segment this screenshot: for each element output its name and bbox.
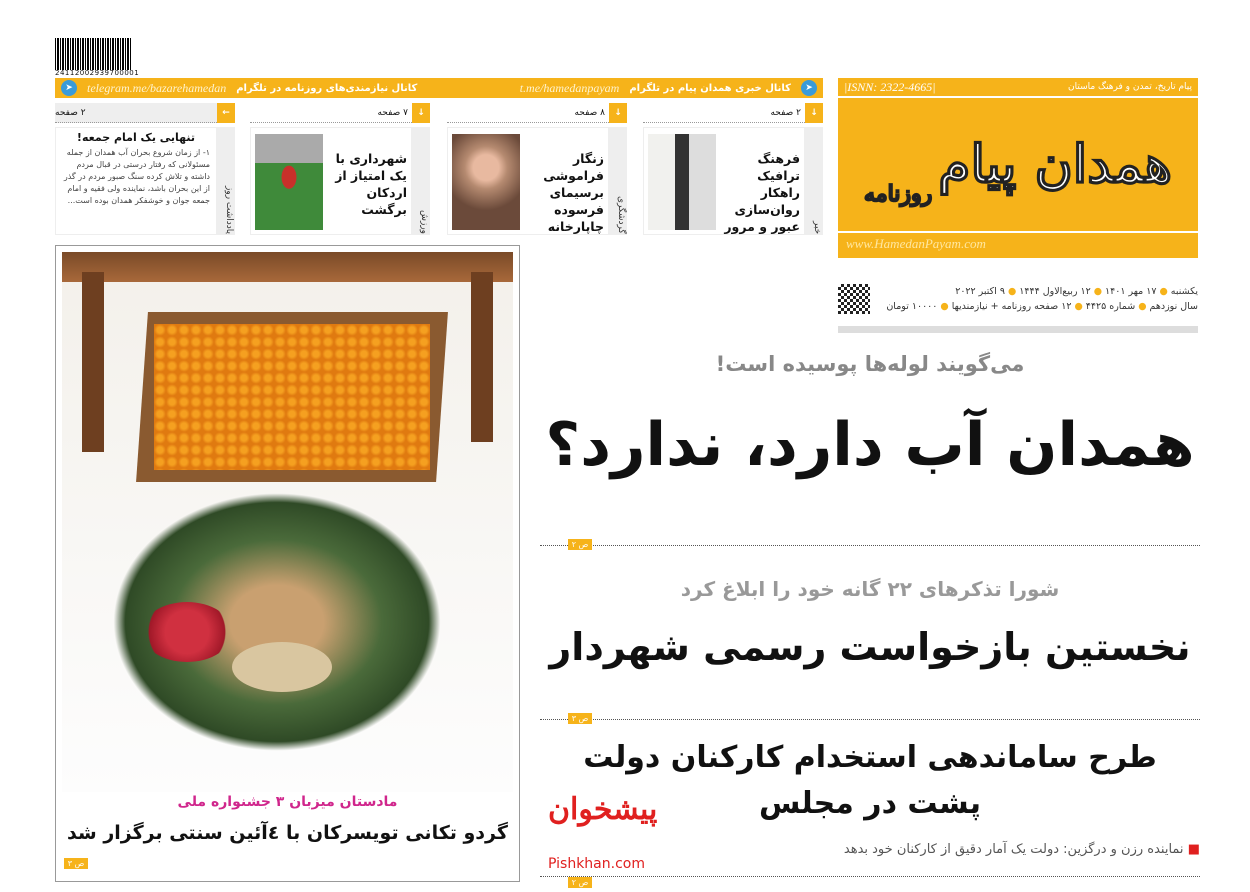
photo-story[interactable] [55,245,520,882]
teaser-title: زنگار فراموشی برسیمای فرسوده چاپارخانه [543,151,604,234]
editorial-card[interactable] [55,103,235,235]
arrow-down-icon: ↓ [412,103,430,123]
teaser-photo [648,134,716,230]
telegram-icon: ➤ [61,80,77,96]
issn: |ISNN: 2322-4665| [844,79,936,94]
festival-photo [62,252,513,792]
page-tag: ۲ ص [568,539,592,550]
qr-code [838,284,870,314]
teaser-title: شهرداری با یک امتیاز از اردکان برگشت [335,151,407,217]
section-label: یادداشت روز [216,128,234,234]
page-count: ۱۲ صفحه روزنامه + نیازمندیها [951,301,1072,312]
editorial-title: تنهایی یک امام جمعه! [76,131,196,144]
weekday: یکشنبه [1170,286,1198,297]
page-ref: ۲ صفحه [55,107,86,118]
barcode [55,38,131,70]
section-label: ورزش [411,128,429,234]
arrow-left-icon: ← [217,103,235,123]
story2-kicker: شورا تذکرهای ۲۲ گانه خود را ابلاغ کرد [680,577,1060,601]
teaser-card[interactable] [643,103,823,235]
channel2-label: کانال نیازمندی‌های روزنامه در تلگرام [236,82,418,94]
teaser-photo [255,134,323,230]
divider [540,876,1200,877]
divider [540,545,1200,546]
price: ۱۰۰۰۰ تومان [886,301,938,312]
date-gregorian: ۹ اکتبر ۲۰۲۲ [955,286,1005,297]
page-tag: ۳ ص [568,713,592,724]
watermark-logo: پیشخوان [548,792,658,827]
teaser-title: فرهنگ ترافیک راهکار روان‌سازی عبور و مرور [724,151,800,234]
bullet-text: نماینده رزن و درگزین: دولت یک آمار دقیق از کارکنان خود بدهد [843,842,1184,857]
teaser-photo [452,134,520,230]
arrow-down-icon: ↓ [805,103,823,123]
arrow-down-icon: ↓ [609,103,627,123]
teaser-card[interactable] [250,103,430,235]
issue-number: شماره ۴۴۲۵ [1085,301,1136,312]
date-solar: ۱۷ مهر ۱۴۰۱ [1105,286,1157,297]
section-label: گردشگری [608,128,626,234]
divider [838,326,1198,333]
story3-headline-line1[interactable]: طرح ساماندهی استخدام کارکنان دولت [583,740,1157,775]
page-tag: ۳ ص [64,858,88,869]
teaser-card[interactable] [447,103,627,235]
story3-bullet: ■ نماینده رزن و درگزین: دولت یک آمار دقیق از کارکنان خود بدهد [843,842,1200,857]
photo-headline: گردو تکانی تویسرکان با ٤آئین سنتی برگزار شد [67,822,508,844]
photo-kicker: مادستان میزبان ۳ جشنواره ملی [177,794,398,810]
channel1-label: کانال خبری همدان پیام در تلگرام [629,82,791,94]
page-ref: ۲ صفحه [770,107,801,118]
story3-headline-line2[interactable]: پشت در مجلس [759,786,981,821]
dateline: یکشنبه ● ۱۷ مهر ۱۴۰۱ ● ۱۲ ربیع‌الاول ۱۴۴۴ ● ۹ اکتبر ۲۰۲۲ سال نوزدهم ● شماره ۴۴۲۵ ● ۱۲ صفحه روزنامه + نیازمندیها ● ۱۰۰۰۰ تومان [886,286,1198,312]
page-ref: ۷ صفحه [377,107,408,118]
volume: سال نوزدهم [1149,301,1198,312]
barcode-number: 24112002939700001 [55,69,140,77]
date-lunar: ۱۲ ربیع‌الاول ۱۴۴۴ [1019,286,1091,297]
editorial-body: ۱- از زمان شروع بحران آب همدان از جمله مسئولانی که رفتار درستی در قبال مردم داشته و تلاش کرده سنگ صبور مردم در گذر از این بحران باشد، نماینده ولی فقیه و امام جمعه جوان و خوشفکر همدان بوده است... [63,148,210,205]
watermark-url: Pishkhan.com [548,856,645,872]
telegram-icon: ➤ [801,80,817,96]
logo-main: همدان پیام [938,134,1173,195]
masthead [838,78,1198,258]
divider [540,719,1200,720]
channel1-url[interactable]: t.me/hamedanpayam [519,80,620,95]
tagline: پیام تاریخ، تمدن و فرهنگ ماستان [1068,82,1192,92]
story2-headline[interactable]: نخستین بازخواست رسمی شهردار [549,625,1191,669]
website[interactable]: www.HamedanPayam.com [846,236,986,251]
page-tag: ۲ ص [568,877,592,888]
logo-prefix: روزنامه [864,181,933,207]
newspaper-logo [838,98,1198,233]
section-label: خبر [804,128,822,234]
page-ref: ۸ صفحه [574,107,605,118]
story1-headline[interactable]: همدان آب دارد، ندارد؟ [545,410,1195,480]
channel2-url[interactable]: telegram.me/bazarehamedan [87,80,227,95]
story1-kicker: می‌گویند لوله‌ها پوسیده است! [715,352,1025,376]
telegram-strip [55,78,823,98]
